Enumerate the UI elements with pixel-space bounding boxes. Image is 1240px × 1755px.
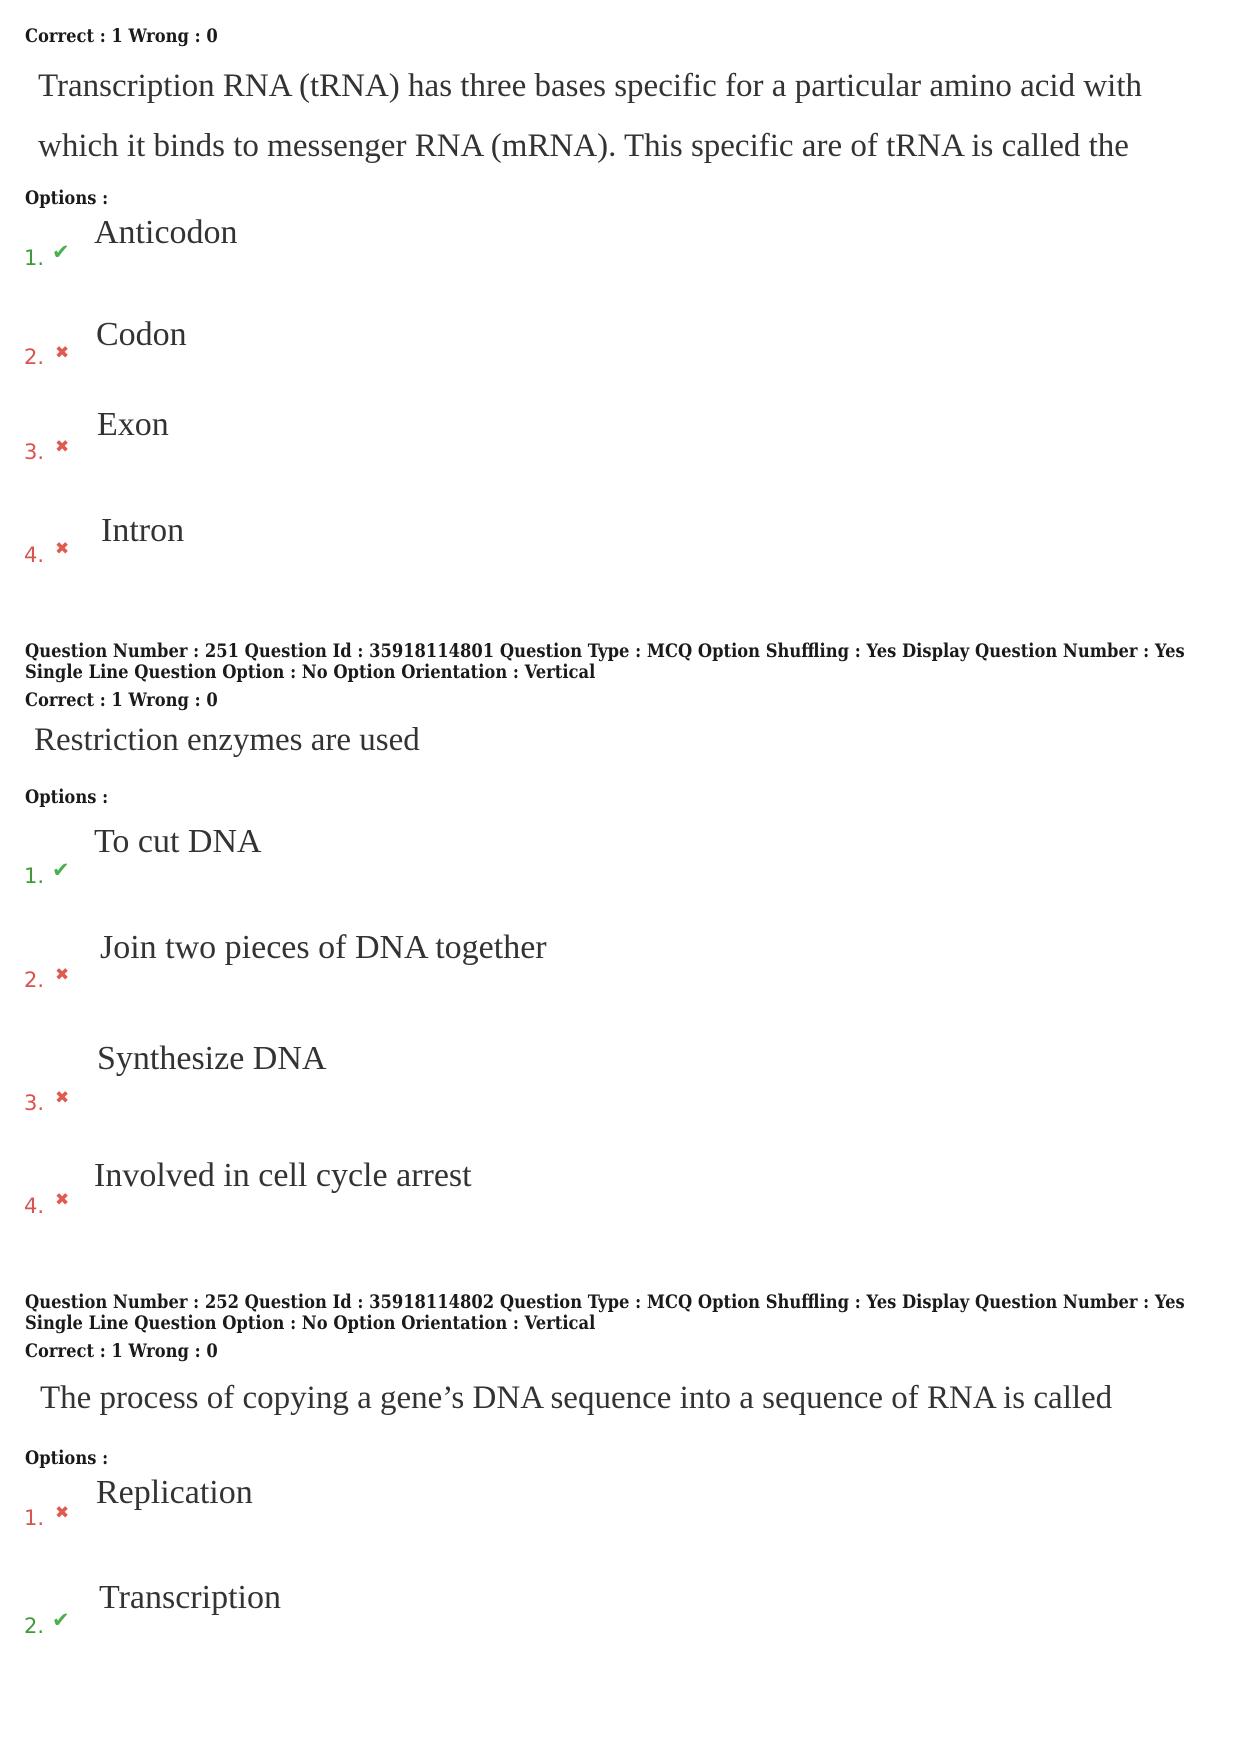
option-text: Codon — [96, 316, 187, 353]
option-number: 2. — [24, 345, 45, 369]
option-number: 1. — [24, 864, 45, 888]
option-text: Synthesize DNA — [97, 1040, 327, 1077]
option-number: 2. — [24, 968, 45, 992]
question-meta-line-1: Question Number : 251 Question Id : 35918114801 Question Type : MCQ Option Shuffling : Yes Display Question Number : Yes — [25, 640, 1185, 662]
wrong-cross-icon: ✖ — [55, 1088, 70, 1108]
options-label: Options : — [25, 786, 109, 808]
options-label: Options : — [25, 187, 109, 209]
correct-check-icon: ✔ — [52, 858, 70, 882]
question-text-line-2: which it binds to messenger RNA (mRNA). This specific are of tRNA is called the — [38, 128, 1129, 164]
question-text: The process of copying a gene’s DNA sequence into a sequence of RNA is called — [40, 1380, 1113, 1416]
option-text: Transcription — [99, 1579, 281, 1616]
option-number: 4. — [24, 1194, 45, 1218]
score-line: Correct : 1 Wrong : 0 — [25, 25, 218, 47]
wrong-cross-icon: ✖ — [55, 343, 70, 363]
question-text-line-1: Transcription RNA (tRNA) has three bases specific for a particular amino acid with — [38, 68, 1142, 104]
option-text: Replication — [96, 1474, 253, 1511]
option-number: 1. — [24, 1506, 45, 1530]
wrong-cross-icon: ✖ — [55, 1503, 70, 1523]
option-number: 2. — [24, 1614, 45, 1638]
options-label: Options : — [25, 1447, 109, 1469]
option-number: 4. — [24, 543, 45, 567]
option-text: Join two pieces of DNA together — [100, 929, 547, 966]
score-line: Correct : 1 Wrong : 0 — [25, 689, 218, 711]
option-text: Anticodon — [94, 214, 238, 251]
option-text: Intron — [101, 512, 185, 549]
wrong-cross-icon: ✖ — [55, 1190, 70, 1210]
option-text: Involved in cell cycle arrest — [94, 1157, 472, 1194]
option-text: To cut DNA — [94, 823, 262, 860]
option-number: 3. — [24, 440, 45, 464]
correct-check-icon: ✔ — [52, 1608, 70, 1632]
score-line: Correct : 1 Wrong : 0 — [25, 1340, 218, 1362]
question-meta-line-1: Question Number : 252 Question Id : 35918114802 Question Type : MCQ Option Shuffling : Yes Display Question Number : Yes — [25, 1291, 1185, 1313]
option-number: 3. — [24, 1091, 45, 1115]
question-meta-line-2: Single Line Question Option : No Option Orientation : Vertical — [25, 1312, 596, 1334]
wrong-cross-icon: ✖ — [55, 965, 70, 985]
option-number: 1. — [24, 246, 45, 270]
option-text: Exon — [97, 406, 169, 443]
question-text: Restriction enzymes are used — [34, 722, 420, 758]
question-meta-line-2: Single Line Question Option : No Option Orientation : Vertical — [25, 661, 596, 683]
wrong-cross-icon: ✖ — [55, 539, 70, 559]
correct-check-icon: ✔ — [52, 240, 70, 264]
wrong-cross-icon: ✖ — [55, 437, 70, 457]
